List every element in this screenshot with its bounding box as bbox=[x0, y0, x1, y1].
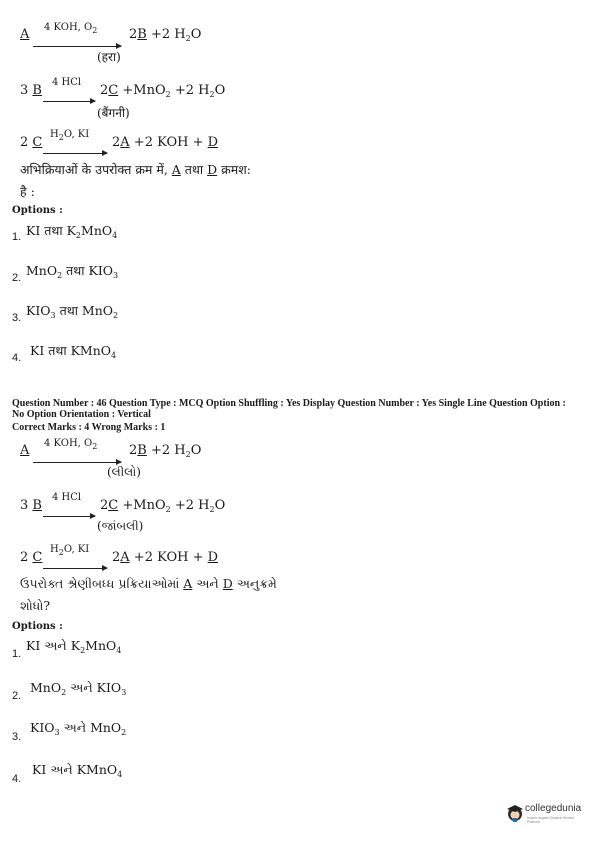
q46-r1-condition: 4 KOH, $O_2$ bbox=[44, 438, 98, 451]
q46-option-1-text: KI અને $K_2MnO_4$ bbox=[26, 638, 122, 655]
q46-r1-lhs: A bbox=[20, 443, 30, 458]
q46-option-2-number: 2. bbox=[12, 690, 22, 702]
q46-r2-lhs: 3 B bbox=[20, 498, 42, 513]
q45-options-label: Options : bbox=[12, 205, 63, 216]
q45-r1-colour-note: (हरा) bbox=[97, 50, 121, 64]
q45-r1-condition: 4 KOH, $O_2$ bbox=[44, 22, 98, 35]
q45-r2-products: 2C +MnO$_2$ +2 $H_2O$ bbox=[100, 83, 226, 99]
q46-r3-arrow bbox=[42, 544, 106, 577]
q45-option-4-text: KI तथा KMnO$_4$ bbox=[30, 343, 117, 360]
q45-r2-colour-note: (बैंगनी) bbox=[97, 106, 130, 120]
q45-r3-condition: $H_2O$, KI bbox=[50, 129, 90, 142]
q45-r1-products: 2B +2 $H_2O$ bbox=[129, 27, 202, 43]
q45-r2-lhs: 3 B bbox=[20, 83, 42, 98]
q46-meta-line-3: Correct Marks : 4 Wrong Marks : 1 bbox=[12, 422, 166, 433]
q46-option-2-text: MnO$_2$ અને $KIO_3$ bbox=[30, 680, 127, 697]
q46-meta-line-2: No Option Orientation : Vertical bbox=[12, 409, 151, 420]
q46-options-label: Options : bbox=[12, 621, 63, 632]
logo-tagline: India's largest Student Review Platform bbox=[527, 816, 574, 824]
q45-r3-lhs: 2 C bbox=[20, 135, 43, 150]
q45-option-1-number: 1. bbox=[12, 231, 22, 243]
q45-question-text-line2: है : bbox=[20, 184, 35, 199]
q46-option-4-text: KI અને KMnO$_4$ bbox=[32, 762, 123, 779]
q46-r1-colour-note: (લીલો) bbox=[107, 465, 141, 479]
q45-option-3-number: 3. bbox=[12, 312, 22, 324]
q46-r3-condition: $H_2O$, KI bbox=[50, 544, 90, 557]
q45-option-3-text: $KIO_3$ तथा MnO$_2$ bbox=[26, 303, 119, 320]
q45-option-2-number: 2. bbox=[12, 272, 22, 284]
q46-option-3-text: $KIO_3$ અને MnO$_2$ bbox=[30, 720, 127, 737]
q45-question-text: अभिक्रियाओं के उपरोक्त क्रम में, A तथा D क्रमश: bbox=[20, 162, 251, 177]
q46-option-3-number: 3. bbox=[12, 731, 22, 743]
q46-question-text-line2: શોધો? bbox=[20, 598, 51, 613]
q46-r2-condition: 4 HCl bbox=[52, 492, 82, 503]
q46-meta-line-1: Question Number : 46 Question Type : MCQ Option Shuffling : Yes Display Question Number : Yes Single Line Question Option : bbox=[12, 398, 566, 409]
q45-r2-condition: 4 HCl bbox=[52, 77, 82, 88]
q45-option-2-text: MnO$_2$ तथा $KIO_3$ bbox=[26, 263, 119, 280]
q46-question-text: ઉપરોક્ત શ્રેણીબધ્ધ પ્રક્રિયાઓમાં A અને D અનુક્રમે bbox=[20, 576, 277, 591]
q46-r2-arrow bbox=[42, 492, 94, 525]
q45-r3-arrow bbox=[42, 129, 106, 162]
q46-r3-lhs: 2 C bbox=[20, 550, 43, 565]
q45-r2-arrow bbox=[42, 77, 94, 110]
q45-r3-products: 2A +2 KOH + D bbox=[112, 135, 219, 150]
q46-r1-products: 2B +2 $H_2O$ bbox=[129, 443, 202, 459]
q46-option-1-number: 1. bbox=[12, 648, 22, 660]
q46-r2-colour-note: (જાંબલી) bbox=[97, 519, 144, 533]
q46-r2-products: 2C +MnO$_2$ +2 $H_2O$ bbox=[100, 498, 226, 514]
q45-option-1-text: KI तथा $K_2MnO_4$ bbox=[26, 223, 118, 240]
collegedunia-logo[interactable] bbox=[505, 801, 585, 827]
q45-option-4-number: 4. bbox=[12, 352, 22, 364]
graduate-mascot-icon bbox=[505, 803, 525, 823]
q45-r1-lhs: A bbox=[20, 27, 30, 42]
q46-option-4-number: 4. bbox=[12, 773, 22, 785]
logo-wordmark: collegedunia bbox=[525, 803, 582, 814]
q46-r3-products: 2A +2 KOH + D bbox=[112, 550, 219, 565]
